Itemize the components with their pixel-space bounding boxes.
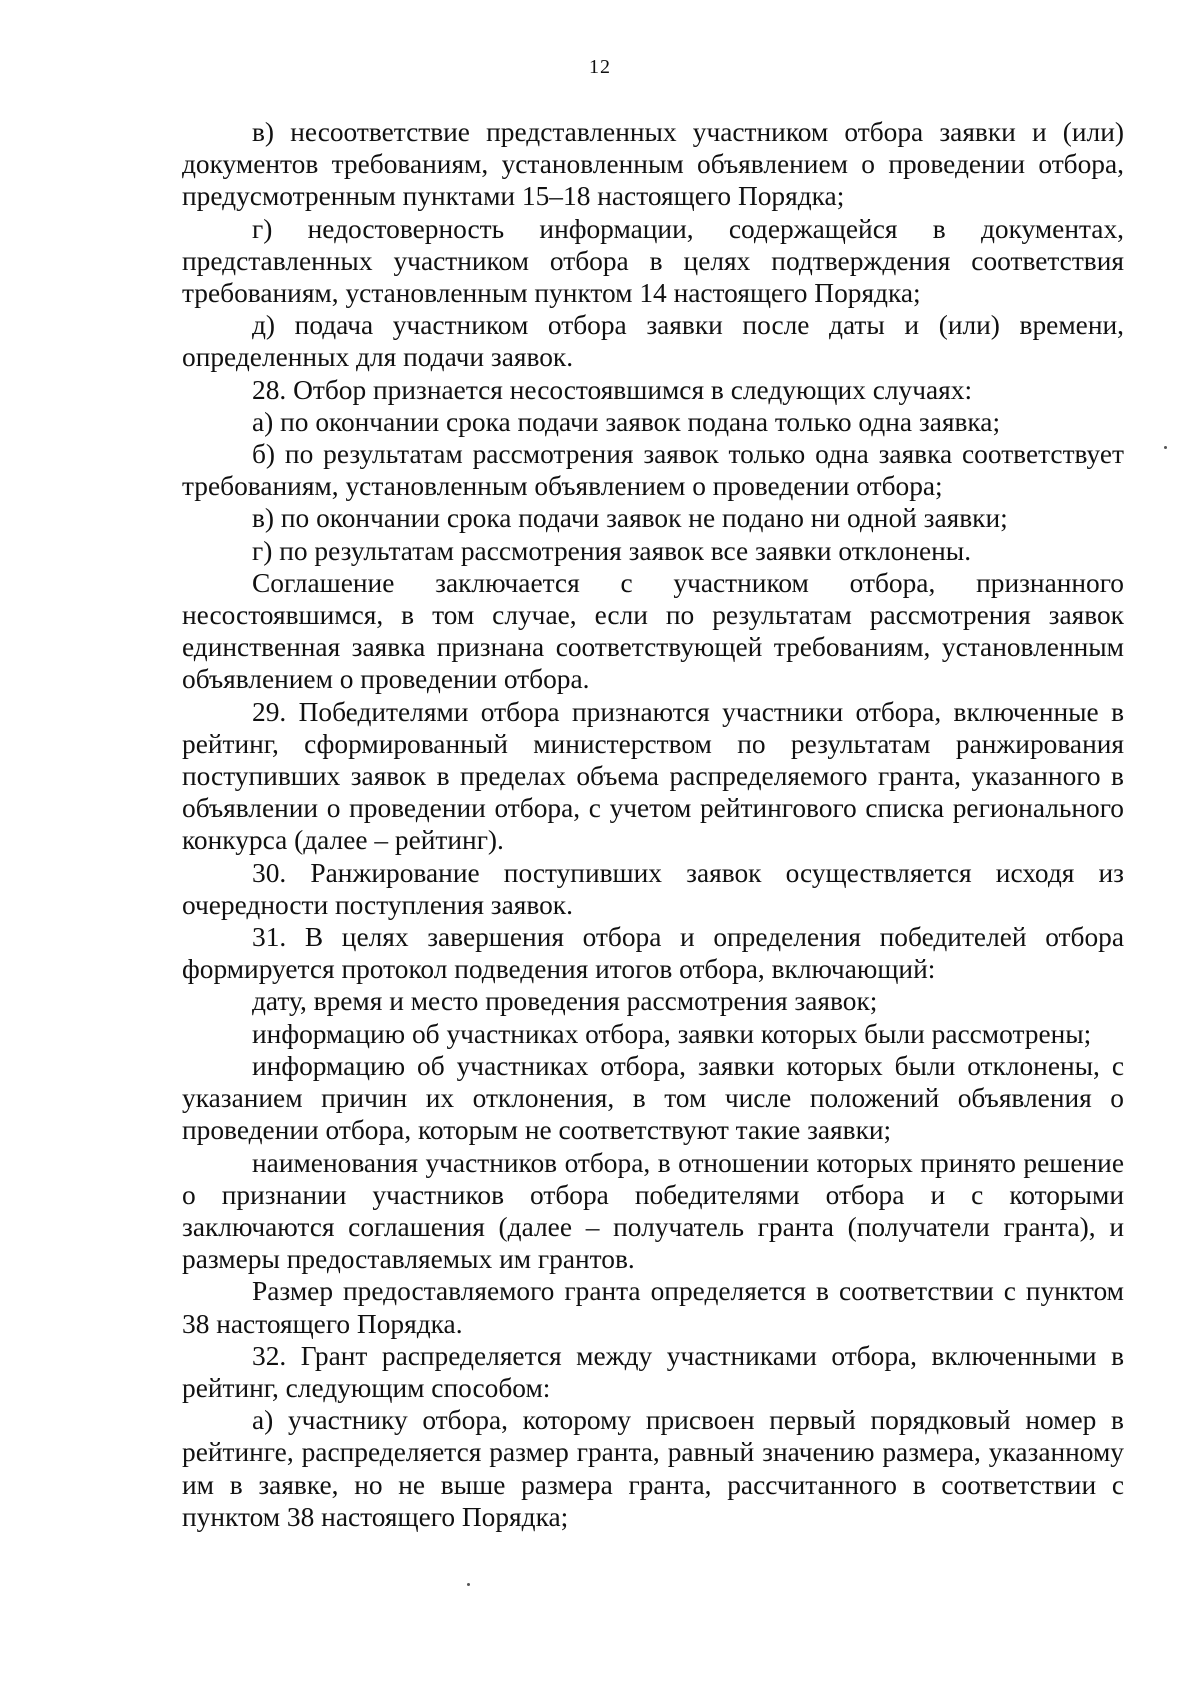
paragraph-31-reviewed: информацию об участниках отбора, заявки которых были рассмотрены; bbox=[252, 1018, 1092, 1049]
paragraph-32: 32. Грант распределяется между участниками отбора, включенными в рейтинг, следующим способом: bbox=[182, 1340, 1124, 1403]
paragraph-grant-size: Размер предоставляемого гранта определяется в соответствии с пунктом 38 настоящего Порядка. bbox=[182, 1276, 1124, 1339]
paragraph-31: 31. В целях завершения отбора и определения победителей отбора формируется протокол подведения итогов отбора, включающий: bbox=[182, 922, 1124, 985]
paragraph-28-g: г) по результатам рассмотрения заявок все заявки отклонены. bbox=[252, 535, 972, 566]
document-body bbox=[182, 116, 1124, 1533]
paragraph-28-b: б) по результатам рассмотрения заявок только одна заявка соответствует требованиям, установленным объявлением о проведении отбора; bbox=[182, 439, 1124, 502]
paragraph-31-rejected: информацию об участниках отбора, заявки которых были отклонены, с указанием причин их отклонения, в том числе положений объявления о проведении отбора, которым не соответствуют такие заявки; bbox=[182, 1050, 1124, 1146]
paragraph-28-v: в) по окончании срока подачи заявок не подано ни одной заявки; bbox=[252, 503, 1008, 534]
paragraph-30: 30. Ранжирование поступивших заявок осуществляется исходя из очередности поступления заявок. bbox=[182, 857, 1124, 920]
paragraph-d-late-submission: д) подача участником отбора заявки после даты и (или) времени, определенных для подачи заявок. bbox=[182, 310, 1124, 373]
paragraph-31-date: дату, время и место проведения рассмотрения заявок; bbox=[252, 986, 878, 1017]
page-number: 12 bbox=[589, 56, 611, 78]
scan-speck bbox=[467, 1583, 470, 1586]
paragraph-28-a: а) по окончании срока подачи заявок подана только одна заявка; bbox=[252, 406, 1001, 437]
paragraph-v-mismatch: в) несоответствие представленных участником отбора заявки и (или) документов требованиям, установленным объявлением о проведении отбора, предусмотренным пунктами 15–18 настоящего Порядка; bbox=[182, 117, 1124, 212]
paragraph-29: 29. Победителями отбора признаются участники отбора, включенные в рейтинг, сформированный министерством по результатам ранжирования поступивших заявок в пределах объема распределяемого гранта, указанного в объявлении о проведении отбора, с учетом рейтингового списка регионального конкурса (далее – рейтинг). bbox=[182, 696, 1124, 856]
paragraph-agreement: Соглашение заключается с участником отбора, признанного несостоявшимся, в том случае, если по результатам рассмотрения заявок единственная заявка признана соответствующей требованиям, установленным объявлением о проведении отбора. bbox=[182, 567, 1124, 695]
paragraph-31-winners: наименования участников отбора, в отношении которых принято решение о признании участников отбора победителями отбора и с которыми заключаются соглашения (далее – получатель гранта (получатели гранта), и размеры предоставляемых им грантов. bbox=[182, 1147, 1124, 1275]
paragraph-g-unreliable: г) недостоверность информации, содержащейся в документах, представленных участником отбора в целях подтверждения соответствия требованиям, установленным пунктом 14 настоящего Порядка; bbox=[182, 213, 1124, 309]
paragraph-32-a: а) участнику отбора, которому присвоен первый порядковый номер в рейтинге, распределяется размер гранта, равный значению размера, указанному им в заявке, но не выше размера гранта, рассчитанного в соответствии с пунктом 38 настоящего Порядка; bbox=[182, 1405, 1124, 1532]
scan-speck bbox=[1164, 446, 1167, 449]
paragraph-28-heading: 28. Отбор признается несостоявшимся в следующих случаях: bbox=[252, 374, 973, 405]
